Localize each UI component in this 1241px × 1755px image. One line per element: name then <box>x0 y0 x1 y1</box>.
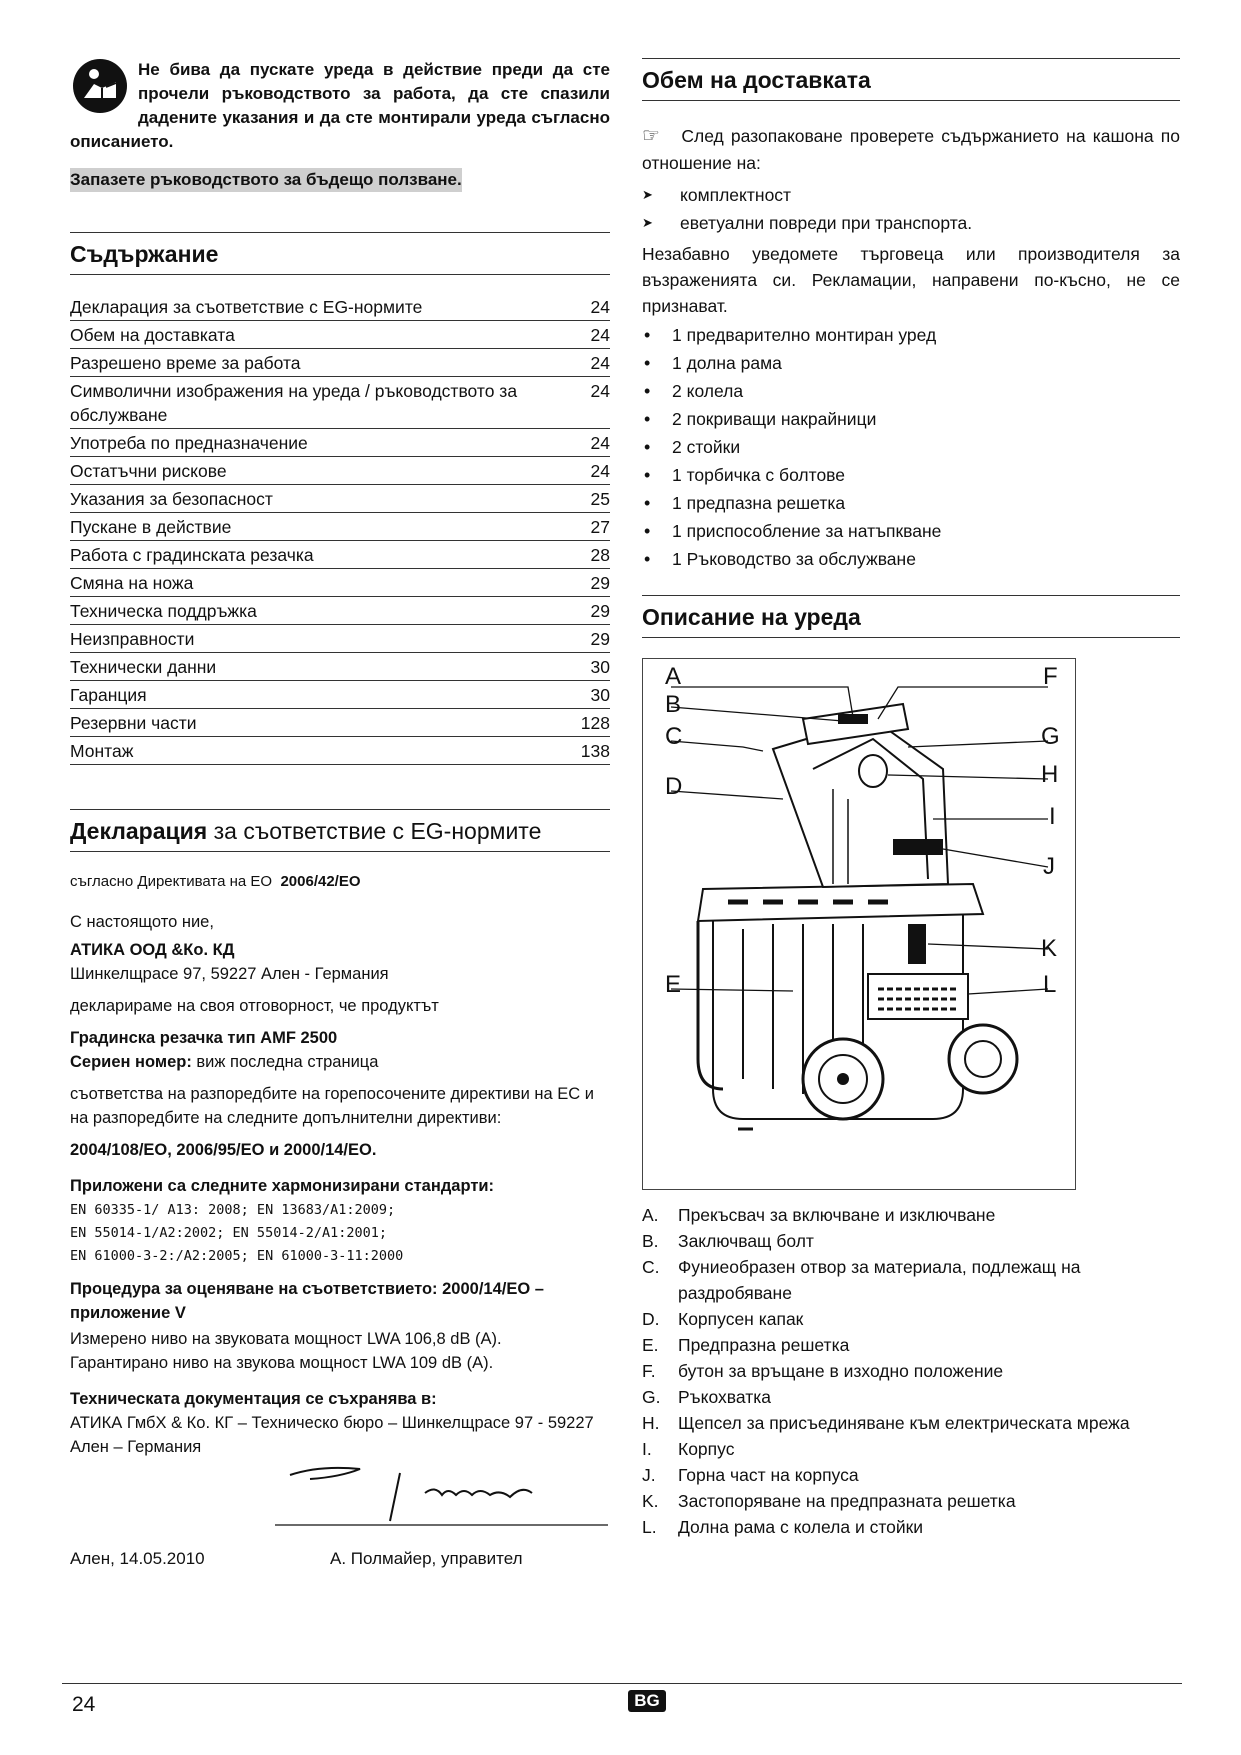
warning-block <box>70 58 610 154</box>
conform-text: съответства на разпоредбите на горепосочените директиви на ЕС и на разпоредбите на следните допълнителни директиви: <box>70 1085 594 1127</box>
contents-page: 28 <box>560 541 610 569</box>
contents-page: 24 <box>560 429 610 457</box>
list-item: • 1 предварително монтиран уред <box>642 321 1180 349</box>
contents-title: Техническа поддръжка <box>70 597 560 625</box>
signature-graphic <box>70 1463 610 1543</box>
contents-row <box>70 569 610 597</box>
contents-row <box>70 513 610 541</box>
declaration-heading <box>70 809 610 852</box>
contents-title: Употреба по предназначение <box>70 429 560 457</box>
declaration-heading-rest: за съответствие с EG-нормите <box>207 818 542 844</box>
part-text: Ръкохватка <box>678 1387 771 1407</box>
part-item <box>642 1228 1180 1254</box>
list-item: • 1 приспособление за натъпкване <box>642 517 1180 545</box>
signature-date: Ален, 14.05.2010 <box>70 1549 205 1568</box>
part-key: C. <box>642 1257 660 1277</box>
contents-row <box>70 597 610 625</box>
contents-title: Разрешено време за работа <box>70 349 560 377</box>
contents-title: Смяна на ножа <box>70 569 560 597</box>
left-column <box>70 58 610 1569</box>
shredder-drawing <box>643 659 1077 1191</box>
list-item: • 1 долна рама <box>642 349 1180 377</box>
contents-row <box>70 429 610 457</box>
part-key: G. <box>642 1387 661 1407</box>
serial-label: Сериен номер: <box>70 1053 192 1071</box>
contents-title: Символични изображения на уреда / ръководството за обслужване <box>70 377 560 429</box>
product-type: AMF 2500 <box>260 1029 338 1047</box>
contents-page: 24 <box>560 377 610 429</box>
signature-line <box>70 1549 610 1569</box>
contents-page: 30 <box>560 681 610 709</box>
right-column <box>642 58 1180 1540</box>
contents-title: Декларация за съответствие с EG-нормите <box>70 293 560 321</box>
contents-title: Работа с градинската резачка <box>70 541 560 569</box>
figure-label: D <box>665 773 683 800</box>
declare-text: декларираме на своя отговорност, че продуктът <box>70 997 439 1015</box>
part-text: Застопоряване на предпразната решетка <box>678 1491 1016 1511</box>
contents-row <box>70 321 610 349</box>
part-key: I. <box>642 1439 652 1459</box>
contents-page: 24 <box>560 457 610 485</box>
contents-title: Обем на доставката <box>70 321 560 349</box>
delivery-heading: Обем на доставката <box>642 58 1180 101</box>
part-key: H. <box>642 1413 660 1433</box>
figure-label: K <box>1041 935 1058 962</box>
part-text: Заключващ болт <box>678 1231 814 1251</box>
contents-title: Технически данни <box>70 653 560 681</box>
part-item <box>642 1436 1180 1462</box>
contents-title: Пускане в действие <box>70 513 560 541</box>
part-item <box>642 1514 1180 1540</box>
figure-label: H <box>1041 761 1059 788</box>
company-address: Шинкелщрасе 97, 59227 Ален - Германия <box>70 965 389 983</box>
contents-page: 138 <box>560 737 610 765</box>
part-key: E. <box>642 1335 659 1355</box>
figure-label: F <box>1043 663 1058 690</box>
contents-page: 27 <box>560 513 610 541</box>
part-text: Прекъсвач за включване и изключване <box>678 1205 996 1225</box>
contents-page: 24 <box>560 293 610 321</box>
figure-label: A <box>665 663 682 690</box>
footer-divider <box>62 1683 1182 1684</box>
contents-page: 29 <box>560 597 610 625</box>
directive-number: 2006/42/EO <box>280 873 361 890</box>
delivery-intro-text: След разопаковане проверете съдържанието на кашона по отношение на: <box>642 126 1180 173</box>
declaration-heading-bold: Декларация <box>70 818 208 844</box>
docs-label: Техническата документация се съхранява в: <box>70 1390 437 1408</box>
part-key: J. <box>642 1465 656 1485</box>
part-item <box>642 1488 1180 1514</box>
part-text: Корпусен капак <box>678 1309 804 1329</box>
language-badge: BG <box>628 1690 666 1712</box>
contents-title: Монтаж <box>70 737 560 765</box>
part-item <box>642 1332 1180 1358</box>
list-item: • 2 покриващи накрайници <box>642 405 1180 433</box>
part-item <box>642 1462 1180 1488</box>
contents-page: 30 <box>560 653 610 681</box>
delivery-notify: Незабавно уведомете търговеца или производителя за възраженията си. Рекламации, направени по-късно, не се признават. <box>642 244 1180 316</box>
part-key: K. <box>642 1491 659 1511</box>
list-item: • 2 стойки <box>642 433 1180 461</box>
contents-title: Гаранция <box>70 681 560 709</box>
contents-page: 29 <box>560 569 610 597</box>
measured-level: Измерено ниво на звуковата мощност LWA 106,8 dB (A). <box>70 1330 502 1348</box>
part-item <box>642 1410 1180 1436</box>
delivery-checks <box>642 181 1180 237</box>
contents-row <box>70 349 610 377</box>
standard-line: EN 60335-1/ A13: 2008; EN 13683/A1:2009; <box>70 1202 396 1218</box>
serial-value: виж последна страница <box>191 1053 379 1071</box>
contents-row <box>70 653 610 681</box>
figure-label: B <box>665 691 682 718</box>
company-name: АТИКА ООД &Ко. КД <box>70 941 235 959</box>
part-text: Корпус <box>678 1439 735 1459</box>
contents-row <box>70 625 610 653</box>
parts-list <box>642 1202 1180 1540</box>
contents-title: Резервни части <box>70 709 560 737</box>
declaration-body <box>70 870 610 1569</box>
product-label: Градинска резачка тип <box>70 1029 256 1047</box>
figure-label: C <box>665 723 683 750</box>
signature-area <box>70 1463 610 1543</box>
part-key: D. <box>642 1309 660 1329</box>
part-key: B. <box>642 1231 659 1251</box>
contents-page: 25 <box>560 485 610 513</box>
contents-row <box>70 377 610 429</box>
contents-heading: Съдържание <box>70 232 610 275</box>
contents-row <box>70 709 610 737</box>
part-text: Предпразна решетка <box>678 1335 850 1355</box>
contents-row <box>70 293 610 321</box>
figure-label: I <box>1049 803 1056 830</box>
contents-table <box>70 293 610 765</box>
list-item: ➤ еветуални повреди при транспорта. <box>642 209 1180 237</box>
contents-row <box>70 541 610 569</box>
procedure-label: Процедура за оценяване на съответствието: <box>70 1280 438 1298</box>
list-item: • 1 Ръководство за обслужване <box>642 545 1180 573</box>
part-item <box>642 1202 1180 1228</box>
procedure-value: 2000/14/EO – приложение V <box>70 1280 544 1322</box>
we-text: С настоящото ние, <box>70 913 214 931</box>
figure-label: G <box>1041 723 1060 750</box>
list-item: • 1 предпазна решетка <box>642 489 1180 517</box>
part-key: L. <box>642 1517 657 1537</box>
part-text: Щепсел за присъединяване към електрическата мрежа <box>678 1413 1130 1433</box>
delivery-intro <box>642 123 1180 177</box>
part-item <box>642 1358 1180 1384</box>
contents-row <box>70 681 610 709</box>
part-key: A. <box>642 1205 659 1225</box>
part-item <box>642 1384 1180 1410</box>
part-text: Горна част на корпуса <box>678 1465 859 1485</box>
contents-title: Указания за безопасност <box>70 485 560 513</box>
contents-page: 128 <box>560 709 610 737</box>
part-item <box>642 1306 1180 1332</box>
contents-row <box>70 485 610 513</box>
list-item: • 2 колела <box>642 377 1180 405</box>
standards-label: Приложени са следните хармонизирани стандарти: <box>70 1177 495 1195</box>
contents-page: 24 <box>560 321 610 349</box>
part-key: F. <box>642 1361 656 1381</box>
signer-name: А. Полмайер, управител <box>330 1549 523 1568</box>
delivery-items <box>642 321 1180 573</box>
part-text: Фуниеобразен отвор за материала, подлежащ на раздробяване <box>678 1257 1081 1303</box>
part-text: Долна рама с колела и стойки <box>678 1517 924 1537</box>
directive-pre: съгласно Директивата на ЕО <box>70 873 273 890</box>
contents-page: 24 <box>560 349 610 377</box>
figure-label: J <box>1043 853 1055 880</box>
read-manual-icon <box>72 58 128 114</box>
standard-line: EN 61000-3-2:/A2:2005; EN 61000-3-11:2000 <box>70 1248 404 1264</box>
contents-title: Неизправности <box>70 625 560 653</box>
figure-label: L <box>1043 971 1057 998</box>
keep-manual-note: Запазете ръководството за бъдещо ползване. <box>70 168 462 192</box>
docs-value: АТИКА ГмбХ & Ко. КГ – Техническо бюро – Шинкелщрасе 97 - 59227 Ален – Германия <box>70 1414 594 1456</box>
standard-line: EN 55014-1/A2:2002; EN 55014-2/A1:2001; <box>70 1225 387 1241</box>
part-text: бутон за връщане в изходно положение <box>678 1361 1004 1381</box>
figure-label: E <box>665 971 682 998</box>
contents-page: 29 <box>560 625 610 653</box>
part-item <box>642 1254 1180 1306</box>
page-number: 24 <box>72 1693 96 1716</box>
warning-text: Не бива да пускате уреда в действие преди да сте прочели ръководството за работа, да сте спазили дадените указания и да сте монтирали уреда съгласно описанието. <box>70 60 610 151</box>
pointing-hand-icon: ☞ <box>642 125 660 147</box>
description-heading: Описание на уреда <box>642 595 1180 638</box>
contents-row <box>70 737 610 765</box>
directives-list: 2004/108/EO, 2006/95/EO и 2000/14/EO. <box>70 1141 377 1159</box>
device-figure <box>642 658 1076 1190</box>
contents-title: Остатъчни рискове <box>70 457 560 485</box>
guaranteed-level: Гарантирано ниво на звукова мощност LWA 109 dB (A). <box>70 1354 494 1372</box>
contents-row <box>70 457 610 485</box>
list-item: • 1 торбичка с болтове <box>642 461 1180 489</box>
list-item: ➤ комплектност <box>642 181 1180 209</box>
